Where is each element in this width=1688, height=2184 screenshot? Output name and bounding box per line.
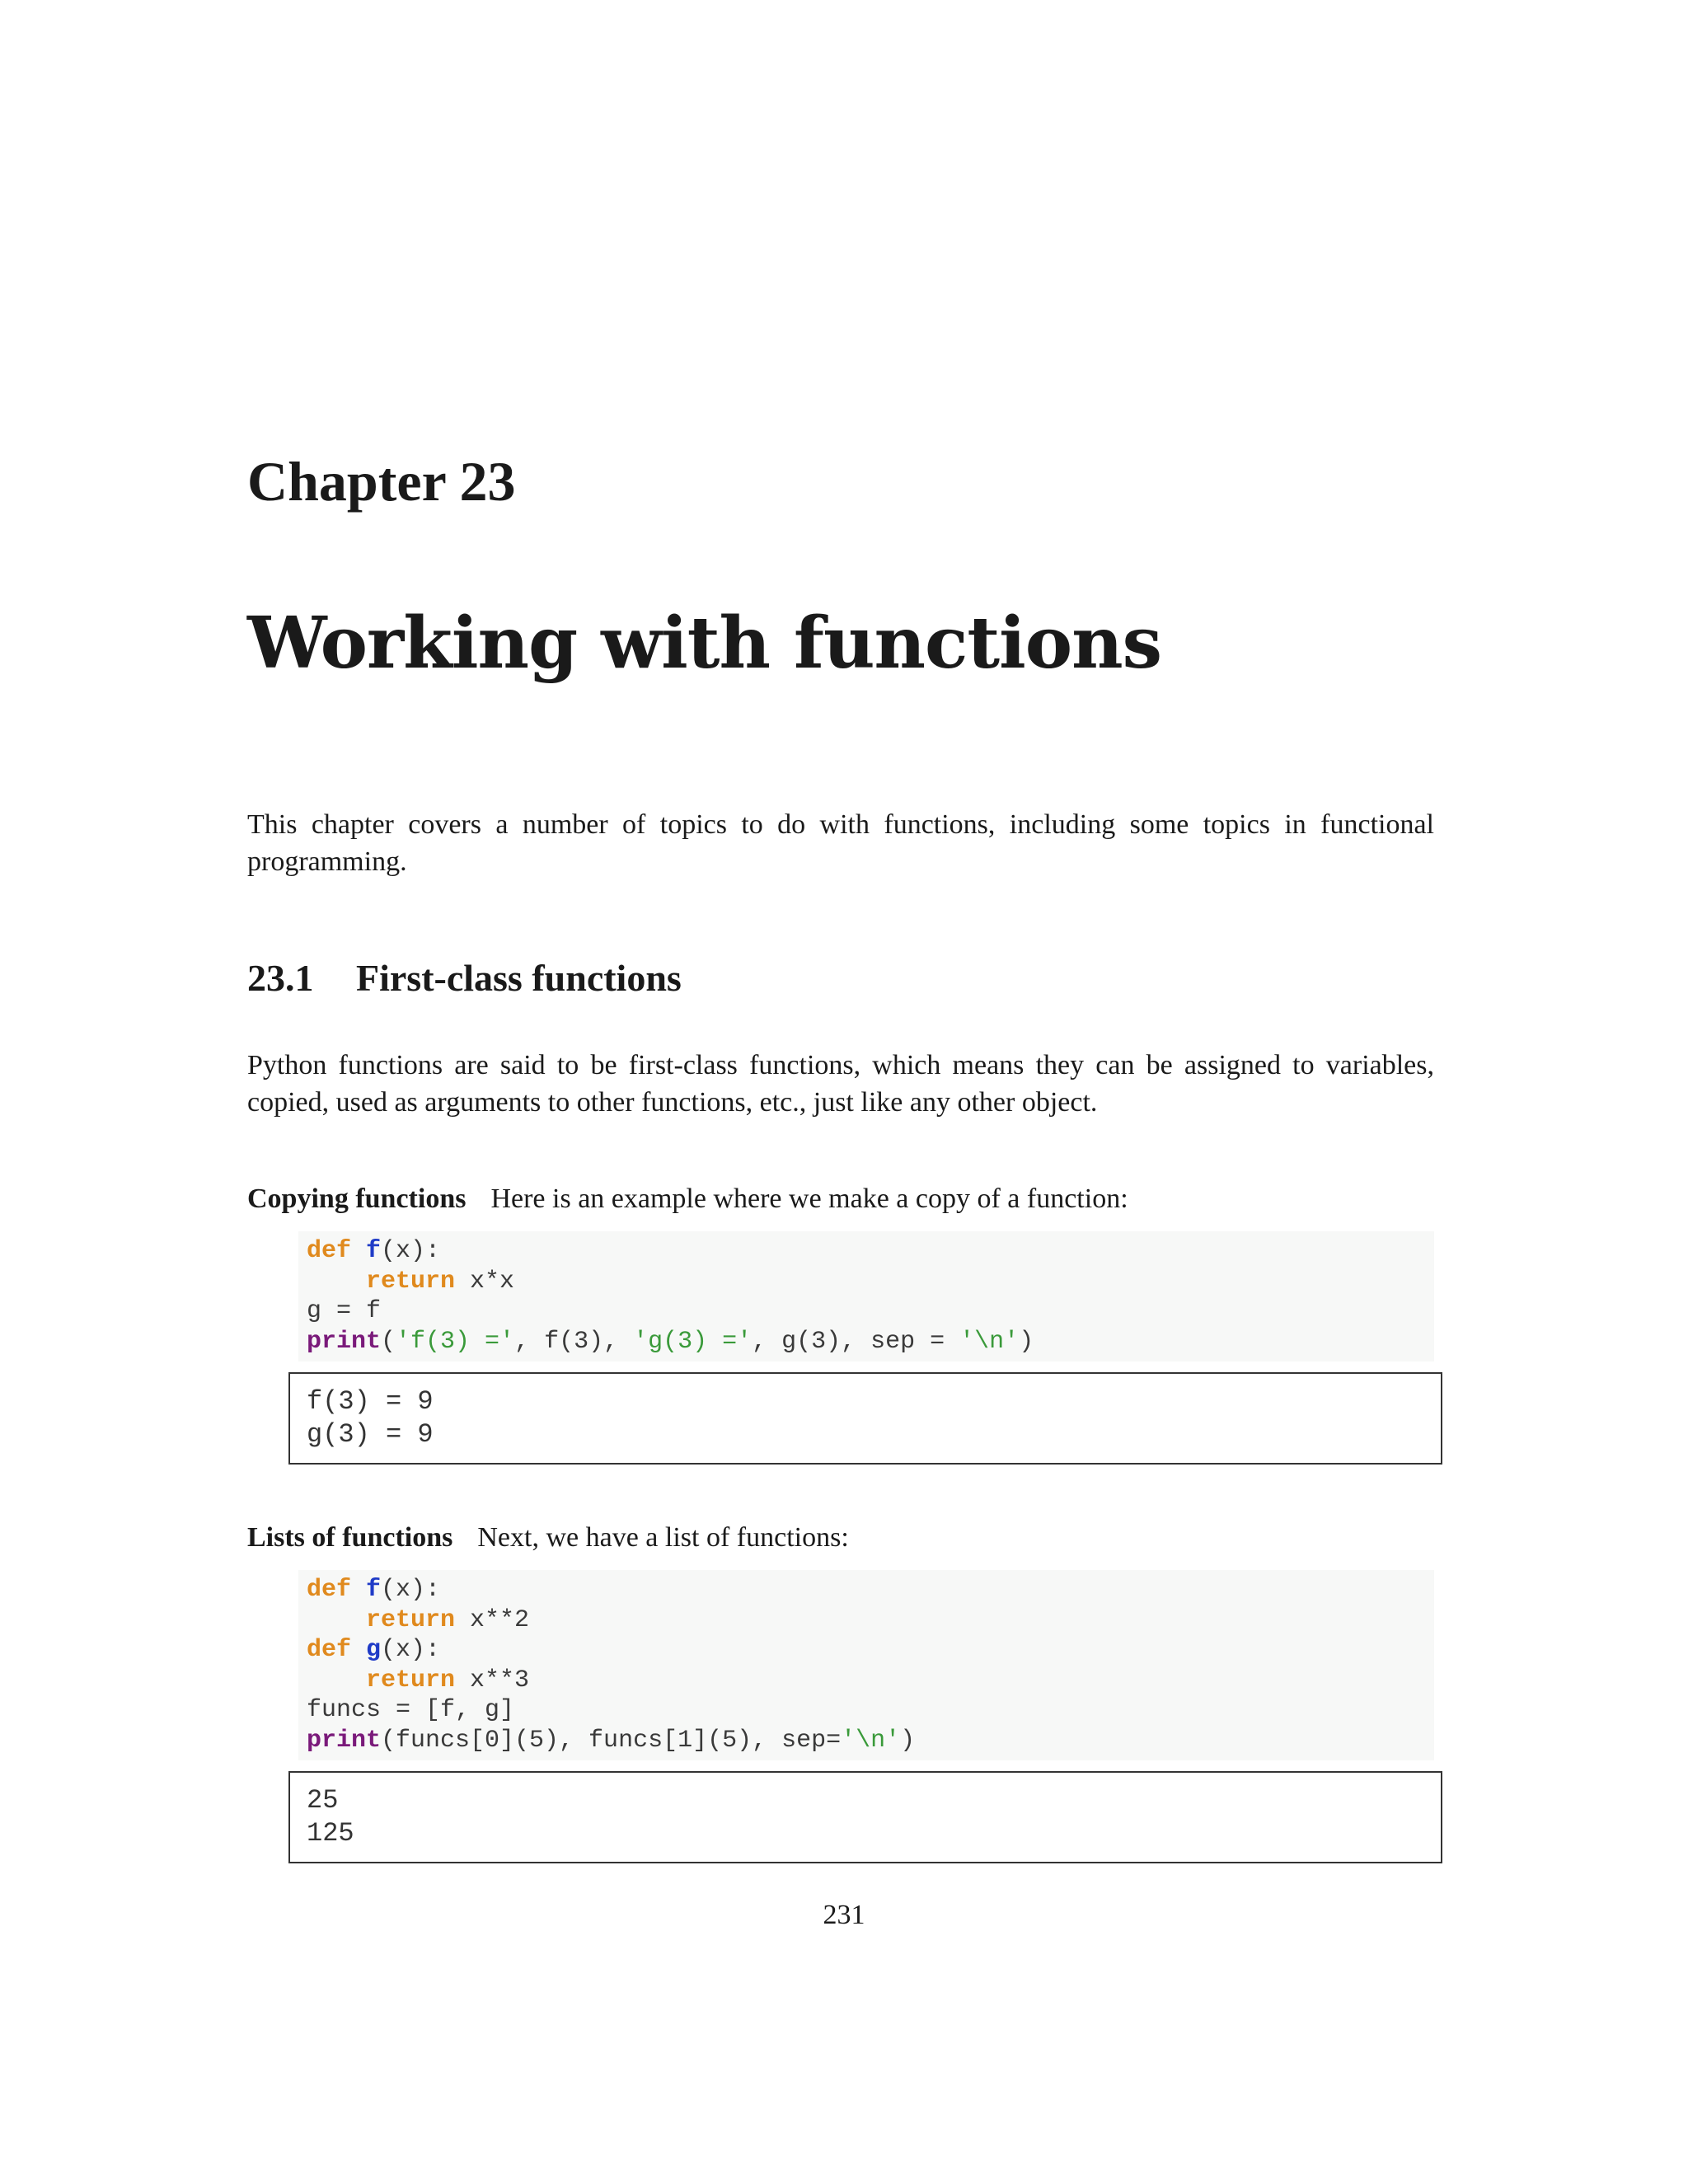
output-line: f(3) = 9 (307, 1386, 434, 1417)
chapter-title: Working with functions (247, 602, 1162, 685)
copying-text: Here is an example where we make a copy of a function: (490, 1183, 1128, 1214)
code-line: def g(x): (307, 1636, 441, 1664)
chapter-label: Chapter 23 (247, 450, 516, 513)
lists-text: Next, we have a list of functions: (477, 1522, 849, 1553)
code-line: def f(x): (307, 1237, 441, 1265)
code-line: return x**2 (366, 1605, 530, 1634)
section-intro: Python functions are said to be first-class functions, which means they can be assigned to variables, copied, used as arguments to other functions, etc., just like any other object. (247, 1050, 1434, 1118)
section-number: 23.1 (247, 957, 314, 999)
lists-code-block (298, 1570, 1434, 1760)
code-line: return x*x (366, 1267, 515, 1296)
code-line: print('f(3) =', f(3), 'g(3) =', g(3), sep = '\n') (307, 1327, 1034, 1356)
section-heading (247, 956, 682, 1000)
chapter-intro: This chapter covers a number of topics to do with functions, including some topics in functional programming. (247, 809, 1434, 877)
lists-paragraph (247, 1522, 849, 1554)
copying-heading: Copying functions (247, 1183, 467, 1214)
code-line: funcs = [f, g] (307, 1696, 515, 1724)
code-line: g = f (307, 1297, 382, 1325)
copying-code-block (298, 1231, 1434, 1361)
code-line: def f(x): (307, 1576, 441, 1604)
code-line: return x**3 (366, 1666, 530, 1694)
copying-output-box (288, 1372, 1442, 1465)
lists-output-box (288, 1771, 1442, 1863)
copying-paragraph (247, 1183, 1128, 1215)
code-line: print(funcs[0](5), funcs[1](5), sep='\n') (307, 1726, 916, 1755)
output-line: 25 (307, 1785, 339, 1816)
section-title: First-class functions (356, 957, 682, 999)
lists-heading: Lists of functions (247, 1522, 453, 1553)
output-line: g(3) = 9 (307, 1419, 434, 1450)
output-line: 125 (307, 1818, 354, 1849)
page-number: 231 (823, 1900, 865, 1930)
